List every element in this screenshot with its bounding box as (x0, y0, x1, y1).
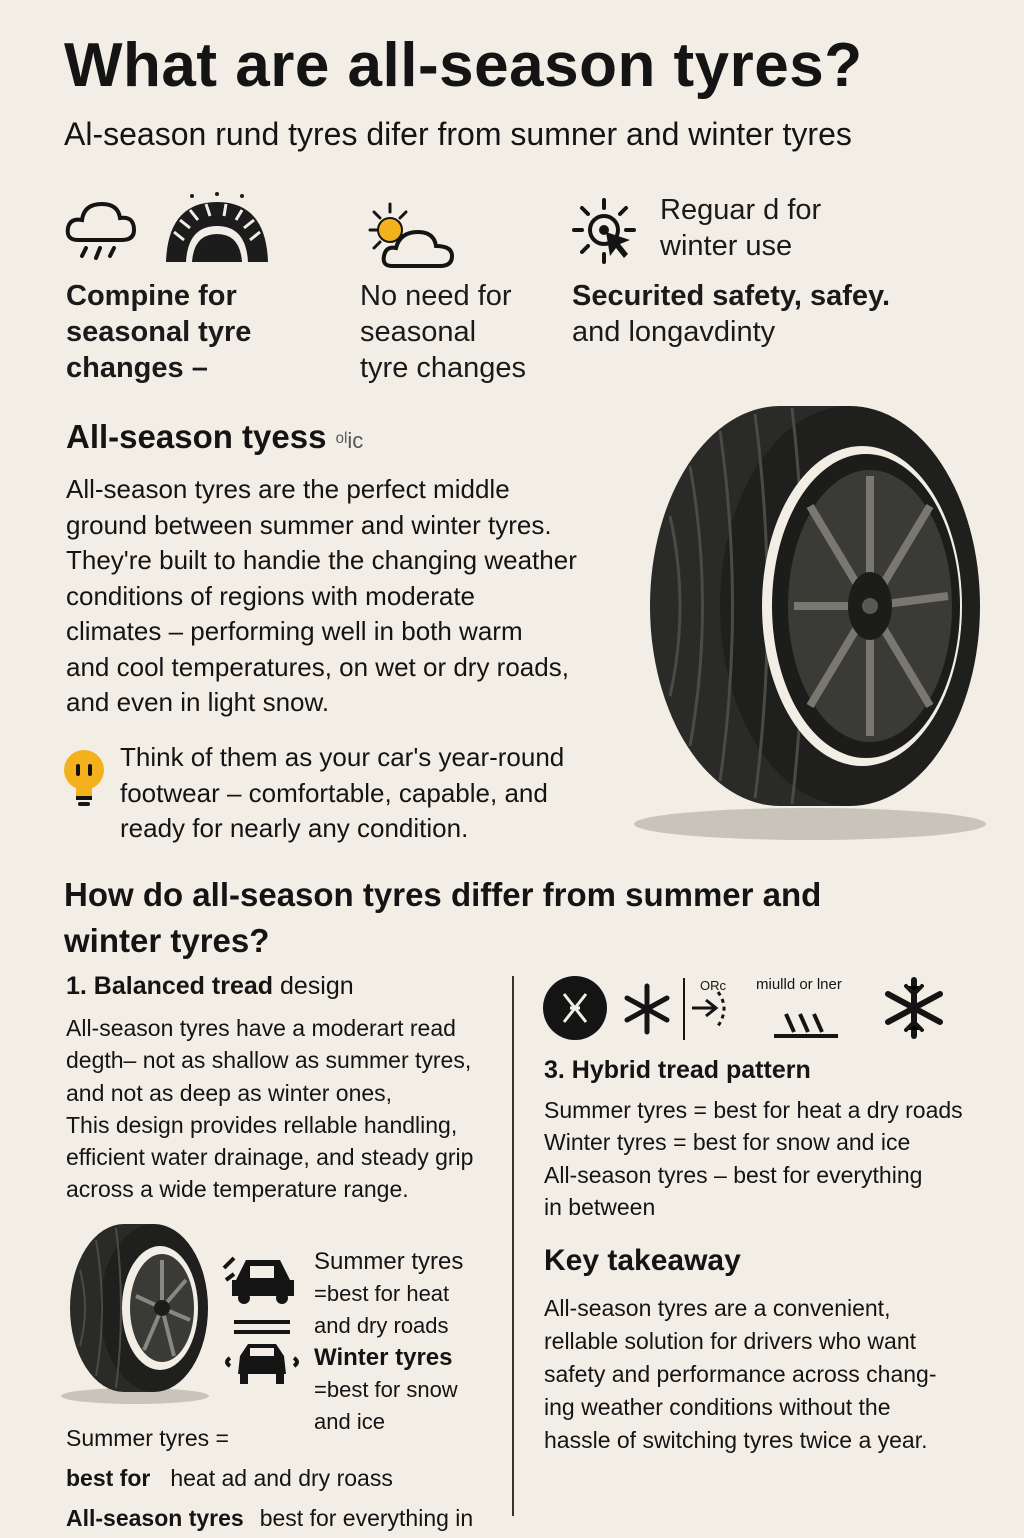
winter-use-note: Reguar d for winter use (660, 194, 822, 262)
column-divider (512, 976, 514, 1516)
feature-seasonal-changes: Compine for seasonal tyre changes – (66, 280, 252, 384)
weather-icons-row (542, 974, 962, 1044)
large-tyre-illustration (630, 396, 990, 846)
tyre-type-legend: Summer tyres =best for heat and dry roads Winter tyres =best for snow and ice (314, 1248, 464, 1434)
tyre-tread-icon (162, 192, 272, 264)
icon-label-mild: miulld or lner (756, 976, 842, 993)
sun-cloud-icon (360, 200, 460, 272)
tyre-summary-bottom: Summer tyres = best for heat ad and dry roass All-season tyres best for everything in (66, 1425, 474, 1531)
feature-safety: Securited safety, safey. and longavdinty (572, 280, 891, 348)
rain-cloud-icon (64, 196, 138, 266)
page-title: What are all-season tyres? (64, 31, 863, 100)
page-subtitle: Al-season rund tyres difer from sumner and winter tyres (64, 116, 852, 152)
sun-cursor-icon (570, 196, 642, 268)
tip-text: Think of them as your car's year-round footwear – comfortable, capable, and ready for nearly any condition. (120, 742, 565, 843)
key-takeaway-text: All-season tyres are a convenient, rellable solution for drivers who want safety and performance across chang- ing weather conditions without the hassle of switching tyres twice a year. (544, 1295, 937, 1453)
car-icons-group (220, 1250, 300, 1400)
icon-label-orc: ORc (700, 978, 726, 993)
hybrid-tread-heading: 3. Hybrid tread pattern (544, 1056, 811, 1084)
lightbulb-icon (60, 742, 110, 812)
balanced-tread-heading: 1. Balanced tread design (66, 972, 354, 1000)
small-tyre-illustration (60, 1220, 210, 1406)
comparison-heading: How do all-season tyres differ from summer and winter tyres? (64, 876, 822, 959)
feature-no-changes: No need for seasonal tyre changes (360, 280, 527, 384)
balanced-tread-text: All-season tyres have a moderart read degth– not as shallow as summer tyres, and not as deep as winter ones, This design provides rellable handling, efficient water drainage, and steady grip across a wide temperature range. (66, 1015, 474, 1203)
all-season-description: All-season tyres are the perfect middle ground between summer and winter tyres. They're built to handie the changing weather conditions of regions with moderate climates – performing well in both warm and cool temperatures, on wet or dry roads, and even in light snow. (66, 474, 577, 717)
hybrid-tread-list: Summer tyres = best for heat a dry roads Winter tyres = best for snow and ice All-season tyres – best for everything in between (544, 1097, 963, 1220)
key-takeaway-heading: Key takeaway (544, 1244, 741, 1277)
section-heading-all-season: All-season tyess ᵒˡic (66, 418, 364, 455)
